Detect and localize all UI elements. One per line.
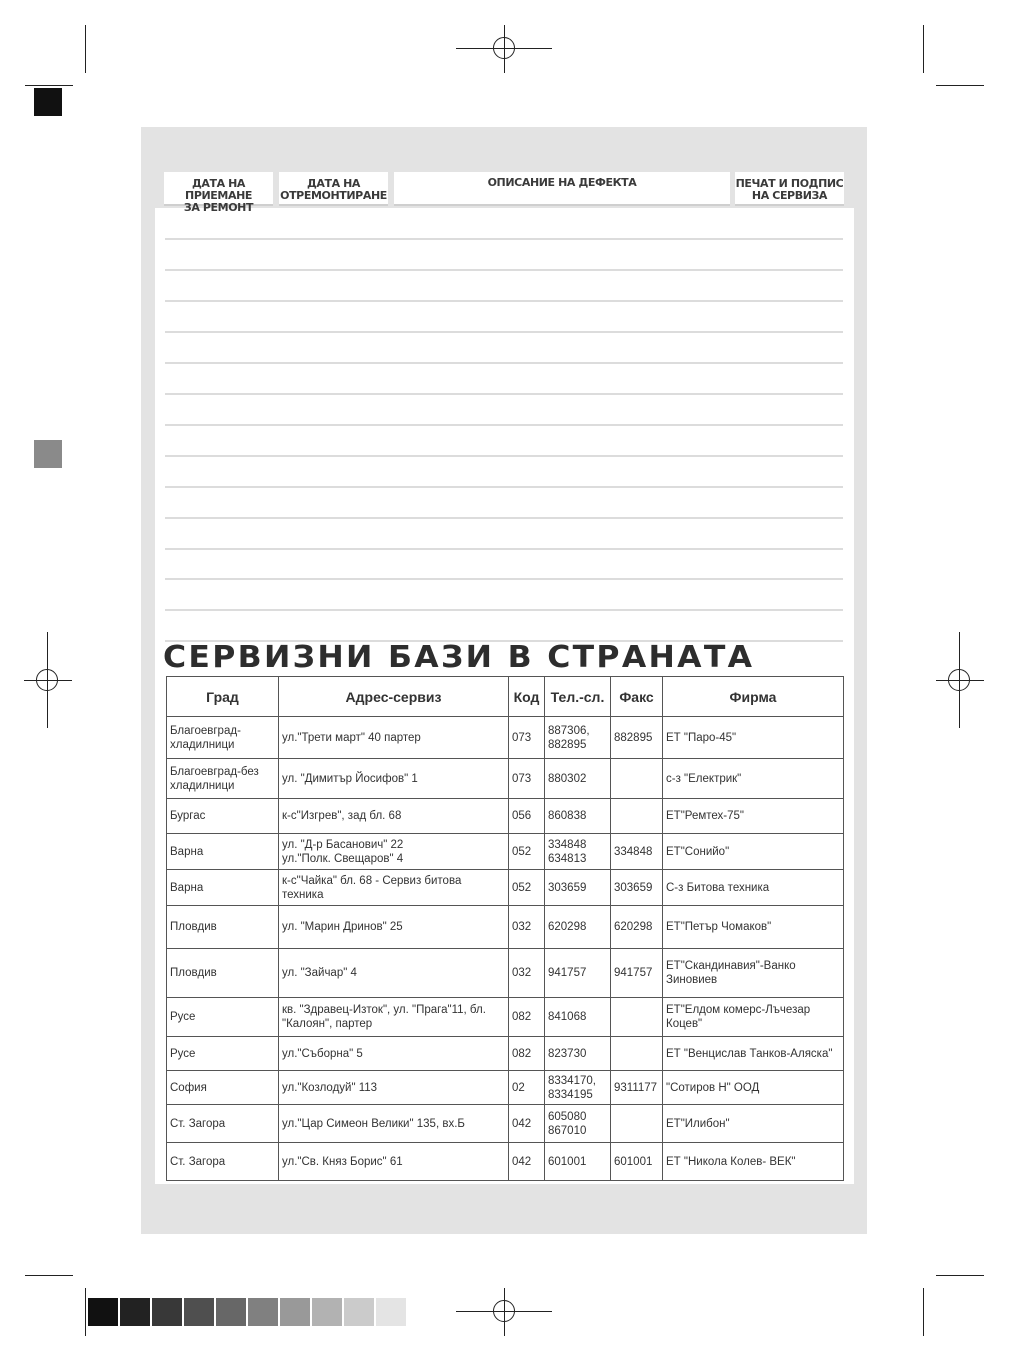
writing-line <box>165 578 843 580</box>
company-cell: ЕТ"Ремтех-75" <box>663 799 844 834</box>
address-cell: ул. "Д-р Басанович" 22 ул."Полк. Свещаров" 4 <box>279 834 509 870</box>
code-cell: 042 <box>509 1105 545 1143</box>
crop-mark <box>936 85 984 86</box>
address-cell: ул."Цар Симеон Велики" 135, вх.Б <box>279 1105 509 1143</box>
code-cell: 082 <box>509 998 545 1037</box>
city-cell: Ст. Загора <box>167 1143 279 1181</box>
crop-mark <box>936 1275 984 1276</box>
company-cell: ЕТ "Никола Колев- ВЕК" <box>663 1143 844 1181</box>
registration-target-icon <box>36 669 58 691</box>
color-swatch <box>120 1298 150 1326</box>
color-swatch <box>216 1298 246 1326</box>
table-row <box>167 717 844 759</box>
fax-cell <box>611 799 663 834</box>
code-cell: 073 <box>509 717 545 759</box>
fax-cell: 9311177 <box>611 1071 663 1105</box>
company-cell: "Сотиров Н" ООД <box>663 1071 844 1105</box>
city-cell: Варна <box>167 870 279 906</box>
service-centers-table <box>166 676 844 1181</box>
code-cell: 032 <box>509 949 545 998</box>
phone-cell: 887306, 882895 <box>545 717 611 759</box>
phone-cell: 620298 <box>545 906 611 949</box>
city-cell: Бургас <box>167 799 279 834</box>
fax-cell: 601001 <box>611 1143 663 1181</box>
address-cell: кв. "Здравец-Изток", ул. "Прага"11, бл. "Калоян", партер <box>279 998 509 1037</box>
phone-cell: 860838 <box>545 799 611 834</box>
city-cell: Благоевград-без хладилници <box>167 759 279 799</box>
color-swatch <box>88 1298 118 1326</box>
writing-line <box>165 393 843 395</box>
city-cell: Благоевград- хладилници <box>167 717 279 759</box>
header-defect-description: ОПИСАНИЕ НА ДЕФЕКТА <box>394 172 730 206</box>
address-cell: ул."Козлодуй" 113 <box>279 1071 509 1105</box>
code-cell: 032 <box>509 906 545 949</box>
fax-cell <box>611 998 663 1037</box>
address-cell: ул. "Димитър Йосифов" 1 <box>279 759 509 799</box>
writing-line <box>165 486 843 488</box>
writing-line <box>165 331 843 333</box>
color-swatch <box>376 1298 406 1326</box>
company-cell: С-з Битова техника <box>663 870 844 906</box>
table-row <box>167 834 844 870</box>
column-header-phone: Тел.-сл. <box>545 677 611 717</box>
page-tab-marker <box>34 88 62 116</box>
code-cell: 073 <box>509 759 545 799</box>
table-row <box>167 799 844 834</box>
color-swatch <box>312 1298 342 1326</box>
table-row <box>167 759 844 799</box>
code-cell: 056 <box>509 799 545 834</box>
city-cell: Варна <box>167 834 279 870</box>
writing-line <box>165 238 843 240</box>
writing-line <box>165 609 843 611</box>
registration-target-icon <box>493 1300 515 1322</box>
column-header-company: Фирма <box>663 677 844 717</box>
city-cell: Ст. Загора <box>167 1105 279 1143</box>
crop-mark <box>85 25 86 73</box>
column-header-fax: Факс <box>611 677 663 717</box>
table-row <box>167 1143 844 1181</box>
phone-cell: 8334170, 8334195 <box>545 1071 611 1105</box>
fax-cell: 882895 <box>611 717 663 759</box>
fax-cell <box>611 1105 663 1143</box>
phone-cell: 823730 <box>545 1037 611 1071</box>
color-swatch <box>280 1298 310 1326</box>
code-cell: 052 <box>509 870 545 906</box>
address-cell: к-с"Чайка" бл. 68 - Сервиз битова техника <box>279 870 509 906</box>
registration-target-icon <box>493 37 515 59</box>
city-cell: Пловдив <box>167 906 279 949</box>
section-tab-marker <box>34 440 62 468</box>
address-cell: ул. "Марин Дринов" 25 <box>279 906 509 949</box>
writing-line <box>165 300 843 302</box>
section-title: СЕРВИЗНИ БАЗИ В СТРАНАТА <box>163 640 755 675</box>
crop-mark <box>25 85 73 86</box>
crop-mark <box>25 1275 73 1276</box>
header-received-date: ДАТА НА ПРИЕМАНЕ <box>164 172 273 206</box>
table-row <box>167 1071 844 1105</box>
phone-cell: 334848 634813 <box>545 834 611 870</box>
fax-cell: 303659 <box>611 870 663 906</box>
code-cell: 052 <box>509 834 545 870</box>
code-cell: 082 <box>509 1037 545 1071</box>
fax-cell: 941757 <box>611 949 663 998</box>
table-row <box>167 949 844 998</box>
color-swatch <box>152 1298 182 1326</box>
writing-line <box>165 269 843 271</box>
fax-cell <box>611 759 663 799</box>
writing-line <box>165 517 843 519</box>
writing-line <box>165 455 843 457</box>
registration-target-icon <box>948 669 970 691</box>
phone-cell: 601001 <box>545 1143 611 1181</box>
writing-line <box>165 424 843 426</box>
company-cell: ЕТ"Скандинавия"-Ванко Зиновиев <box>663 949 844 998</box>
address-cell: ул."Трети март" 40 партер <box>279 717 509 759</box>
phone-cell: 880302 <box>545 759 611 799</box>
code-cell: 042 <box>509 1143 545 1181</box>
city-cell: Русе <box>167 1037 279 1071</box>
table-row <box>167 906 844 949</box>
city-cell: София <box>167 1071 279 1105</box>
address-cell: ул. "Зайчар" 4 <box>279 949 509 998</box>
writing-line <box>165 548 843 550</box>
color-swatch <box>184 1298 214 1326</box>
column-header-address: Адрес-сервиз <box>279 677 509 717</box>
writing-line <box>165 362 843 364</box>
city-cell: Пловдив <box>167 949 279 998</box>
table-header-row <box>167 677 844 717</box>
phone-cell: 605080 867010 <box>545 1105 611 1143</box>
crop-mark <box>85 1288 86 1336</box>
table-row <box>167 870 844 906</box>
phone-cell: 841068 <box>545 998 611 1037</box>
city-cell: Русе <box>167 998 279 1037</box>
table-row <box>167 1037 844 1071</box>
address-cell: к-с"Изгрев", зад бл. 68 <box>279 799 509 834</box>
table-row <box>167 998 844 1037</box>
crop-mark <box>923 25 924 73</box>
header-service-stamp: ПЕЧАТ И ПОДПИС НА СЕРВИЗА <box>735 172 844 206</box>
fax-cell: 620298 <box>611 906 663 949</box>
crop-mark <box>923 1288 924 1336</box>
company-cell: ЕТ"Сонийо" <box>663 834 844 870</box>
company-cell: ЕТ"Илибон" <box>663 1105 844 1143</box>
fax-cell <box>611 1037 663 1071</box>
address-cell: ул."Св. Княз Борис" 61 <box>279 1143 509 1181</box>
phone-cell: 303659 <box>545 870 611 906</box>
company-cell: с-з "Електрик" <box>663 759 844 799</box>
company-cell: ЕТ"Петър Чомаков" <box>663 906 844 949</box>
color-swatch <box>248 1298 278 1326</box>
company-cell: ЕТ"Елдом комерс-Лъчезар Коцев" <box>663 998 844 1037</box>
table-row <box>167 1105 844 1143</box>
code-cell: 02 <box>509 1071 545 1105</box>
header-repaired-date: ДАТА НА ОТРЕМОНТИРАНЕ <box>279 172 388 206</box>
column-header-city: Град <box>167 677 279 717</box>
color-swatch <box>344 1298 374 1326</box>
phone-cell: 941757 <box>545 949 611 998</box>
company-cell: ЕТ "Венцислав Танков-Аляска" <box>663 1037 844 1071</box>
address-cell: ул."Съборна" 5 <box>279 1037 509 1071</box>
fax-cell: 334848 <box>611 834 663 870</box>
column-header-code: Код <box>509 677 545 717</box>
company-cell: ЕТ "Паро-45" <box>663 717 844 759</box>
